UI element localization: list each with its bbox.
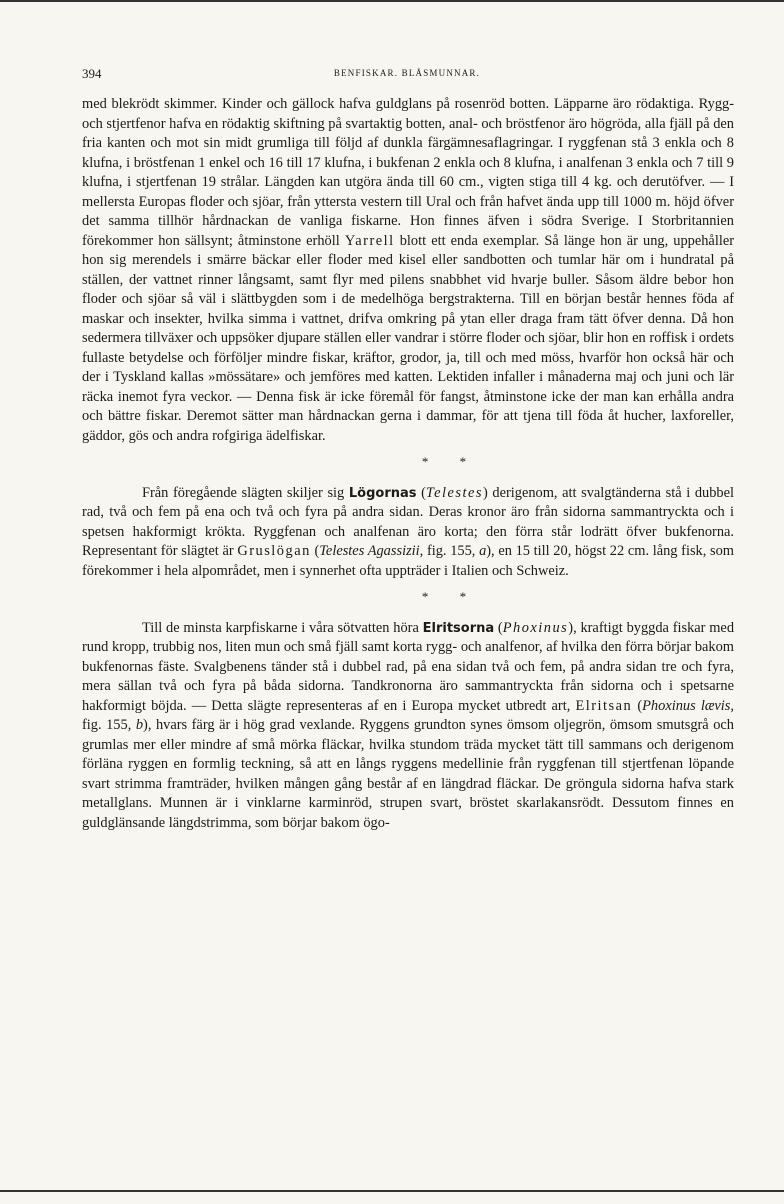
page-body	[82, 95, 734, 833]
paragraph-elritsorna: Till de minsta karpfiskarne i våra sötvatten höra Elritsorna (Phoxinus), kraftigt byggda fiskar med rund kropp, trubbig nos, liten mun och små fjäll samt korta rygg- och analfenor, af hvilka den förra börjar bakom bukfenornas fäste. Svalgbenens tänder stå i dubbel rad, på ena sidan två och fem, på andra sidan tre och fyra, mera sällan två och fyra på båda sidorna. Tandkronorna äro sammantryckta från sidorna och i spetsarne hakformigt böjda. — Detta slägte representeras af en i Europa mycket utbredt art, Elritsan (Phoxinus lævis, fig. 155, b), hvars färg är i hög grad vexlande. Ryggens grundton synes ömsom oljegrön, ömsom smutsgrå och grumlas mer eller mindre af små mörka fläckar, hvilka stundom träda mycket tätt till sammans och derigenom förläna ryggen en formlig teckning, så att en långs ryggens medellinie från ryggfenan till stjertfenan löpande svart strimma framträder, hvilken mången gång består af en längdrad fläckar. De gröngula sidorna hafva stark metallglans. Munnen är i vinklarne karminröd, strupen svart, bröstet skarlakansrödt. Dessutom finnes en guldglänsande längdstrimma, som börjar bakom ögo-	[82, 619, 735, 831]
paragraph-hardnackan: med blekrödt skimmer. Kinder och gällock hafva guldglans på rosenröd botten. Läpparne äro rödaktiga. Rygg- och stjertfenor hafva en rödaktig skiftning på svartaktig botten, anal- och bröstfenor äro högröda, alla fjäll på den fria kanten och mot sin midt grumliga till följd af dunkla färgämnesaflagringar. I ryggfenan stå 3 enkla och 8 klufna, i bröstfenan 1 enkel och 16 till 17 klufna, i bukfenan 2 enkla och 8 klufna, i analfenan 3 enkla och 7 till 9 klufna, i stjertfenan 19 strålar. Längden kan utgöra ända till 60 cm., vigten stiga till 4 kg. och derutöfver. — I mellersta Europas floder och sjöar, från yttersta vestern till Ural och från hafvet ända upp till 1000 m. höjd öfver det samma tillhör hårdnackan de vanliga fiskarne. Hon finnes äfven i södra Sverige. I Storbritannien förekommer hon sällsynt; åtminstone erhöll Yarrell blott ett enda exemplar. Så länge hon är ung, uppehåller hon sig merendels i smärre bäckar eller floder med kisel eller sandbotten och tumlar här om i hundratal på ställen, der vattnet rinner långsamt, samt flyr med pilens snabbhet vid hvarje buller. Såsom äldre bebor hon floder och sjöar så väl i slättbygden som i de medelhöga bergstrakterna. Till en början består hennes föda af maskar och insekter, hvilka simma i vattnet, drifva omkring på ytan eller draga fram tätt öfver denna. Då hon sedermera tillväxer och uppsöker djupare ställen eller vandrar i större floder och sjöar, blir hon en roffisk i ordets fullaste betydelse och förföljer mindre fiskar, kräftor, grodor, ja, till och med möss, hvarför hon också här och der i Tyskland kallas »mössätare» och jemföres med katten. Lektiden infaller i månaderna maj och juni och lär räcka inemot fyra veckor. — Denna fisk är icke föremål för fangst, åtminstone icke der man kan erhålla andra och bättre fiskar. Deremot sätter man hårdnackan gerna i dammar, för att tjena till föda åt hucher, laxforeller, gäddor, gös och andra rofgiriga ädelfiskar.	[82, 96, 735, 444]
genus-latin: Phoxinus	[502, 619, 569, 636]
page-number: 394	[82, 66, 102, 81]
species-latin: Telestes Agassizii,	[319, 543, 424, 559]
species-common: Gruslögan	[237, 543, 311, 559]
figure-ref-b: b	[135, 717, 144, 733]
species-latin: Phoxinus lævis,	[642, 697, 735, 714]
running-title: BENFISKAR. BLÅSMUNNAR.	[333, 68, 481, 78]
figure-ref-a: a	[479, 543, 487, 559]
genus-heading: Lögornas	[348, 485, 417, 501]
paragraph-logornas: Från föregående slägten skiljer sig Lögornas (Telestes) derigenom, att svalgtänderna stå i dubbel rad, två och fem på ena och två och fyra på andra sidan. Deras kronor äro från sidorna sammantryckta och i spetsen hakformigt krökta. Ryggfenan och analfenan äro korta; den förra står lodrätt öfver bukfenorna. Representant för slägtet är Gruslögan (Telestes Agassizii, fig. 155, a), en 15 till 20, högst 22 cm. lång fisk, som förekommer i hela alpområdet, men i synnerhet ofta uppträder i Italien och Schweiz.	[82, 484, 735, 579]
bottom-rule	[0, 1190, 784, 1192]
section-divider: * *	[421, 454, 481, 469]
person-yarrell: Yarrell	[344, 232, 395, 249]
page-header	[82, 66, 732, 86]
top-rule	[0, 0, 784, 2]
section-divider: * *	[421, 589, 481, 604]
species-common: Elritsan	[575, 697, 633, 714]
genus-heading: Elritsorna	[422, 620, 495, 636]
genus-latin: Telestes	[425, 484, 483, 501]
